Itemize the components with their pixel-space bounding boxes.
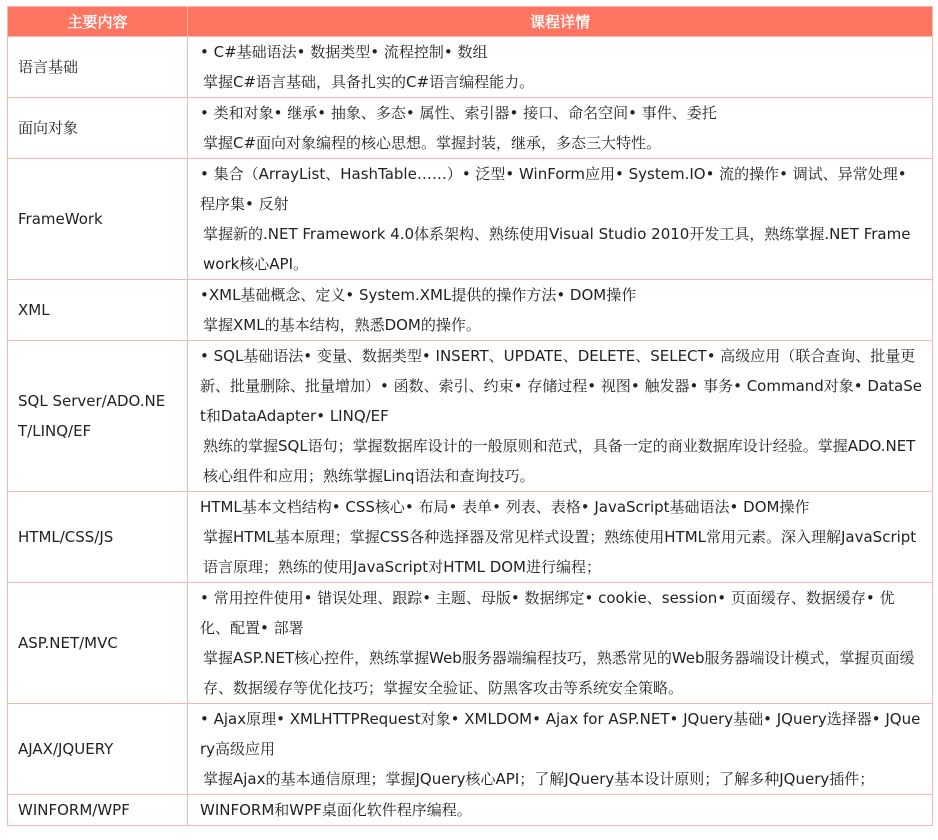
row-detail	[188, 492, 933, 583]
row-detail	[188, 341, 933, 492]
row-topic: 语言基础	[8, 37, 188, 98]
row-desc: 熟练的掌握SQL语句；掌握数据库设计的一般原则和范式，具备一定的商业数据库设计经验。掌握ADO.NET核心组件和应用；熟练掌握Linq语法和查询技巧。	[203, 437, 916, 485]
row-items: • SQL基础语法• 变量、数据类型• INSERT、UPDATE、DELETE、SELECT• 高级应用（联合查询、批量更新、批量删除、批量增加）• 函数、索引、约束• 存储过程• 视图• 触发器• 事务• Command对象• DataSet和DataAdapter• LINQ/EF	[200, 347, 922, 425]
header-detail: 课程详情	[188, 7, 933, 37]
table-row	[8, 159, 933, 280]
header-topic: 主要内容	[8, 7, 188, 37]
table-row	[8, 37, 933, 98]
table-row	[8, 98, 933, 159]
row-desc: 掌握ASP.NET核心控件，熟练掌握Web服务器端编程技巧，熟悉常见的Web服务器端设计模式，掌握页面缓存、数据缓存等优化技巧；掌握安全验证、防黑客攻击等系统安全策略。	[203, 649, 915, 697]
row-items: • 集合（ArrayList、HashTable……）• 泛型• WinForm应用• System.IO• 流的操作• 调试、异常处理• 程序集• 反射	[200, 165, 907, 213]
row-items: • Ajax原理• XMLHTTPRequest对象• XMLDOM• Ajax for ASP.NET• JQuery基础• JQuery选择器• JQuery高级应用	[200, 710, 921, 758]
table-row	[8, 704, 933, 795]
row-desc: 掌握C#面向对象编程的核心思想。掌握封装，继承，多态三大特性。	[203, 134, 662, 152]
row-desc: 掌握XML的基本结构，熟悉DOM的操作。	[203, 316, 481, 334]
row-items: • 类和对象• 继承• 抽象、多态• 属性、索引器• 接口、命名空间• 事件、委托	[200, 104, 717, 122]
row-topic: HTML/CSS/JS	[8, 492, 188, 583]
row-topic: AJAX/JQUERY	[8, 704, 188, 795]
row-items: WINFORM和WPF桌面化软件程序编程。	[200, 801, 472, 819]
row-topic: FrameWork	[8, 159, 188, 280]
row-desc: 掌握新的.NET Framework 4.0体系架构、熟练使用Visual Studio 2010开发工具，熟练掌握.NET Framework核心API。	[203, 225, 911, 273]
row-detail	[188, 704, 933, 795]
row-desc: 掌握HTML基本原理；掌握CSS各种选择器及常见样式设置；熟练使用HTML常用元素。深入理解JavaScript语言原理；熟练的使用JavaScript对HTML DOM进行编程；	[203, 528, 917, 576]
row-items: HTML基本文档结构• CSS核心• 布局• 表单• 列表、表格• JavaScript基础语法• DOM操作	[200, 498, 810, 516]
table-row	[8, 795, 933, 826]
row-topic: XML	[8, 280, 188, 341]
row-desc: 掌握C#语言基础，具备扎实的C#语言编程能力。	[203, 73, 535, 91]
row-desc: 掌握Ajax的基本通信原理；掌握JQuery核心API；了解JQuery基本设计原则；了解多种JQuery插件；	[203, 770, 875, 788]
row-detail	[188, 795, 933, 826]
table-row	[8, 583, 933, 704]
row-topic: WINFORM/WPF	[8, 795, 188, 826]
row-detail	[188, 583, 933, 704]
row-items: •XML基础概念、定义• System.XML提供的操作方法• DOM操作	[200, 286, 637, 304]
row-items: • 常用控件使用• 错误处理、跟踪• 主题、母版• 数据绑定• cookie、session• 页面缓存、数据缓存• 优化、配置• 部署	[200, 589, 895, 637]
row-detail	[188, 280, 933, 341]
row-items: • C#基础语法• 数据类型• 流程控制• 数组	[200, 43, 488, 61]
table-row	[8, 280, 933, 341]
row-topic: ASP.NET/MVC	[8, 583, 188, 704]
row-detail	[188, 98, 933, 159]
table-row	[8, 341, 933, 492]
row-detail	[188, 159, 933, 280]
table-header-row	[8, 7, 933, 37]
row-topic: SQL Server/ADO.NET/LINQ/EF	[8, 341, 188, 492]
course-table	[7, 6, 933, 826]
row-detail	[188, 37, 933, 98]
row-topic: 面向对象	[8, 98, 188, 159]
table-row	[8, 492, 933, 583]
